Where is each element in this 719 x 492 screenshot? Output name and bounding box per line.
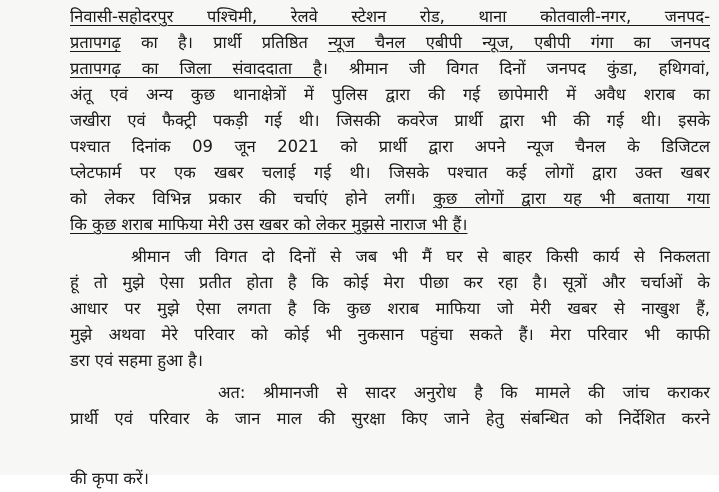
underlined-text: कि कुछ शराब माफिया मेरी उस खबर को लेकर मुझसे नाराज भी हैं।: [70, 215, 468, 234]
text-segment: पश्चात दिनांक 09 जून 2021 को प्रार्थी द्वारा अपने न्यूज चैनल के डिजिटल: [70, 137, 710, 156]
text-segment: प्लेटफार्म पर एक खबर चलाई गई थी। जिसके पश्चात कई लोगों द्वारा उक्त खबर: [70, 163, 710, 182]
text-line: [70, 270, 710, 296]
text-segment: । श्रीमान जी विगत दिनों जनपद कुंडा, हथिगवां,: [321, 59, 710, 78]
text-segment: जखीरा एवं फैक्ट्री पकड़ी गई थी। जिसकी कवरेज प्रार्थी द्वारा भी की गई थी। इसके: [70, 111, 710, 130]
underlined-text: न्यूज चैनल एबीपी न्यूज, एबीपी गंगा का जनपद: [328, 33, 711, 52]
text-segment: अत: श्रीमानजी से सादर अनुरोध है कि मामले की जांच कराकर: [218, 383, 710, 402]
text-segment: का है। प्रार्थी प्रतिष्ठित: [120, 33, 329, 52]
text-line: [70, 108, 710, 134]
text-line: [70, 82, 710, 108]
text-line: [131, 244, 710, 270]
underlined-text: कुछ लोगों द्वारा यह भी बताया गया: [433, 189, 710, 208]
underlined-text: निवासी-सहोदरपुर पश्चिमी, रेलवे स्टेशन रोड, थाना कोतवाली-नगर, जनपद-: [70, 7, 710, 26]
text-line: [70, 348, 710, 374]
text-segment: प्रार्थी एवं परिवार के जान माल की सुरक्षा किए जाने हेतु संबन्धित को निर्देशित करने: [70, 409, 710, 428]
text-line: [70, 212, 710, 238]
text-line: [70, 134, 710, 160]
text-line: [218, 380, 710, 406]
text-line: [70, 322, 710, 348]
text-line: [70, 160, 710, 186]
text-line: [70, 56, 710, 82]
text-segment: को लेकर विभिन्न प्रकार की चर्चाएं होने लगीं।: [70, 189, 434, 208]
text-segment: हूं तो मुझे ऐसा प्रतीत होता है कि कोई मेरा पीछा कर रहा है। सूत्रों और चर्चाओं के: [70, 273, 710, 292]
text-segment: डरा एवं सहमा हुआ है।: [70, 351, 203, 370]
text-line: [70, 186, 710, 212]
underlined-text: प्रतापगढ़ का जिला संवाददाता है: [70, 59, 322, 78]
text-segment: श्रीमान जी विगत दो दिनों से जब भी मैं घर से बाहर किसी कार्य से निकलता: [131, 247, 710, 266]
cutoff-line: की कृपा करें।: [70, 469, 149, 488]
text-line: [70, 296, 710, 322]
text-line: [70, 30, 710, 56]
text-segment: अंतू एवं अन्य कुछ थानाक्षेत्रों में पुलिस द्वारा की गई छापेमारी में अवैध शराब का: [70, 85, 710, 104]
text-line: [70, 4, 710, 30]
underlined-text: प्रतापगढ़: [70, 33, 121, 52]
text-segment: आधार पर मुझे ऐसा लगता है कि कुछ शराब माफिया जो मेरी खबर से नाखुश हैं,: [70, 299, 710, 318]
text-segment: मुझे अथवा मेरे परिवार को कोई भी नुकसान पहुंचा सकते हैं। मेरा परिवार भी काफी: [70, 325, 710, 344]
text-line: [70, 406, 710, 432]
